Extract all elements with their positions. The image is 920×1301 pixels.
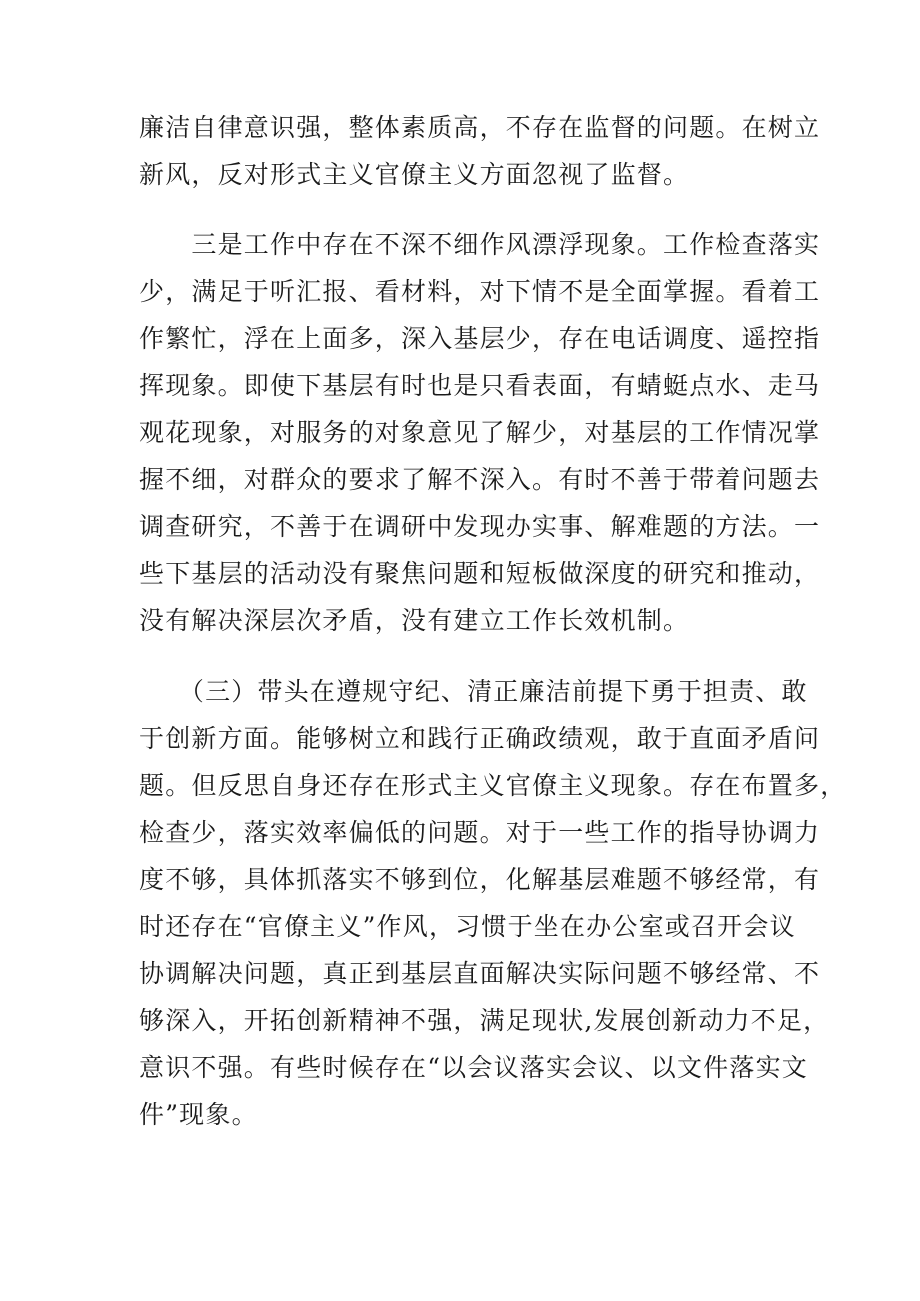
text-line: 检查少，落实效率偏低的问题。对于一些工作的指导协调力 (139, 818, 821, 847)
text-line: 新风，反对形式主义官僚主义方面忽视了监督。 (139, 160, 690, 189)
text-line: （三）带头在遵规守纪、清正廉洁前提下勇于担责、敢 (139, 677, 808, 706)
paragraph-supervision (139, 104, 821, 198)
text-line: 廉洁自律意识强，整体素质高，不存在监督的问题。在树立 (139, 113, 821, 142)
text-line: 挥现象。即使下基层有时也是只看表面，有蜻蜓点水、走马 (139, 371, 821, 400)
text-line: 三是工作中存在不深不细作风漂浮现象。工作检查落实 (139, 230, 821, 259)
text-line: 时还存在“官僚主义”作风，习惯于坐在办公室或召开会议 (139, 912, 796, 941)
text-line: 少，满足于听汇报、看材料，对下情不是全面掌握。看着工 (139, 277, 821, 306)
paragraph-work-style (139, 221, 821, 644)
text-line: 握不细，对群众的要求了解不深入。有时不善于带着问题去 (139, 465, 821, 494)
text-line: 调查研究，不善于在调研中发现办实事、解难题的方法。一 (139, 512, 821, 541)
paragraph-section-three (139, 668, 847, 1138)
text-line: 度不够，具体抓落实不够到位，化解基层难题不够经常，有 (139, 865, 821, 894)
text-line: 观花现象，对服务的对象意见了解少，对基层的工作情况掌 (139, 418, 821, 447)
text-line: 作繁忙，浮在上面多，深入基层少，存在电话调度、遥控指 (139, 324, 821, 353)
text-line: 于创新方面。能够树立和践行正确政绩观，敢于直面矛盾问 (139, 724, 821, 753)
text-line: 意识不强。有些时候存在“以会议落实会议、以文件落实文 (139, 1053, 808, 1082)
text-line: 够深入，开拓创新精神不强，满足现状,发展创新动力不足， (139, 1006, 830, 1035)
text-line: 题。但反思自身还存在形式主义官僚主义现象。存在布置多， (139, 771, 847, 800)
text-line: 件”现象。 (139, 1100, 258, 1129)
text-line: 协调解决问题，真正到基层直面解决实际问题不够经常、不 (139, 959, 821, 988)
text-line: 些下基层的活动没有聚焦问题和短板做深度的研究和推动， (139, 559, 821, 588)
text-line: 没有解决深层次矛盾，没有建立工作长效机制。 (139, 606, 690, 635)
